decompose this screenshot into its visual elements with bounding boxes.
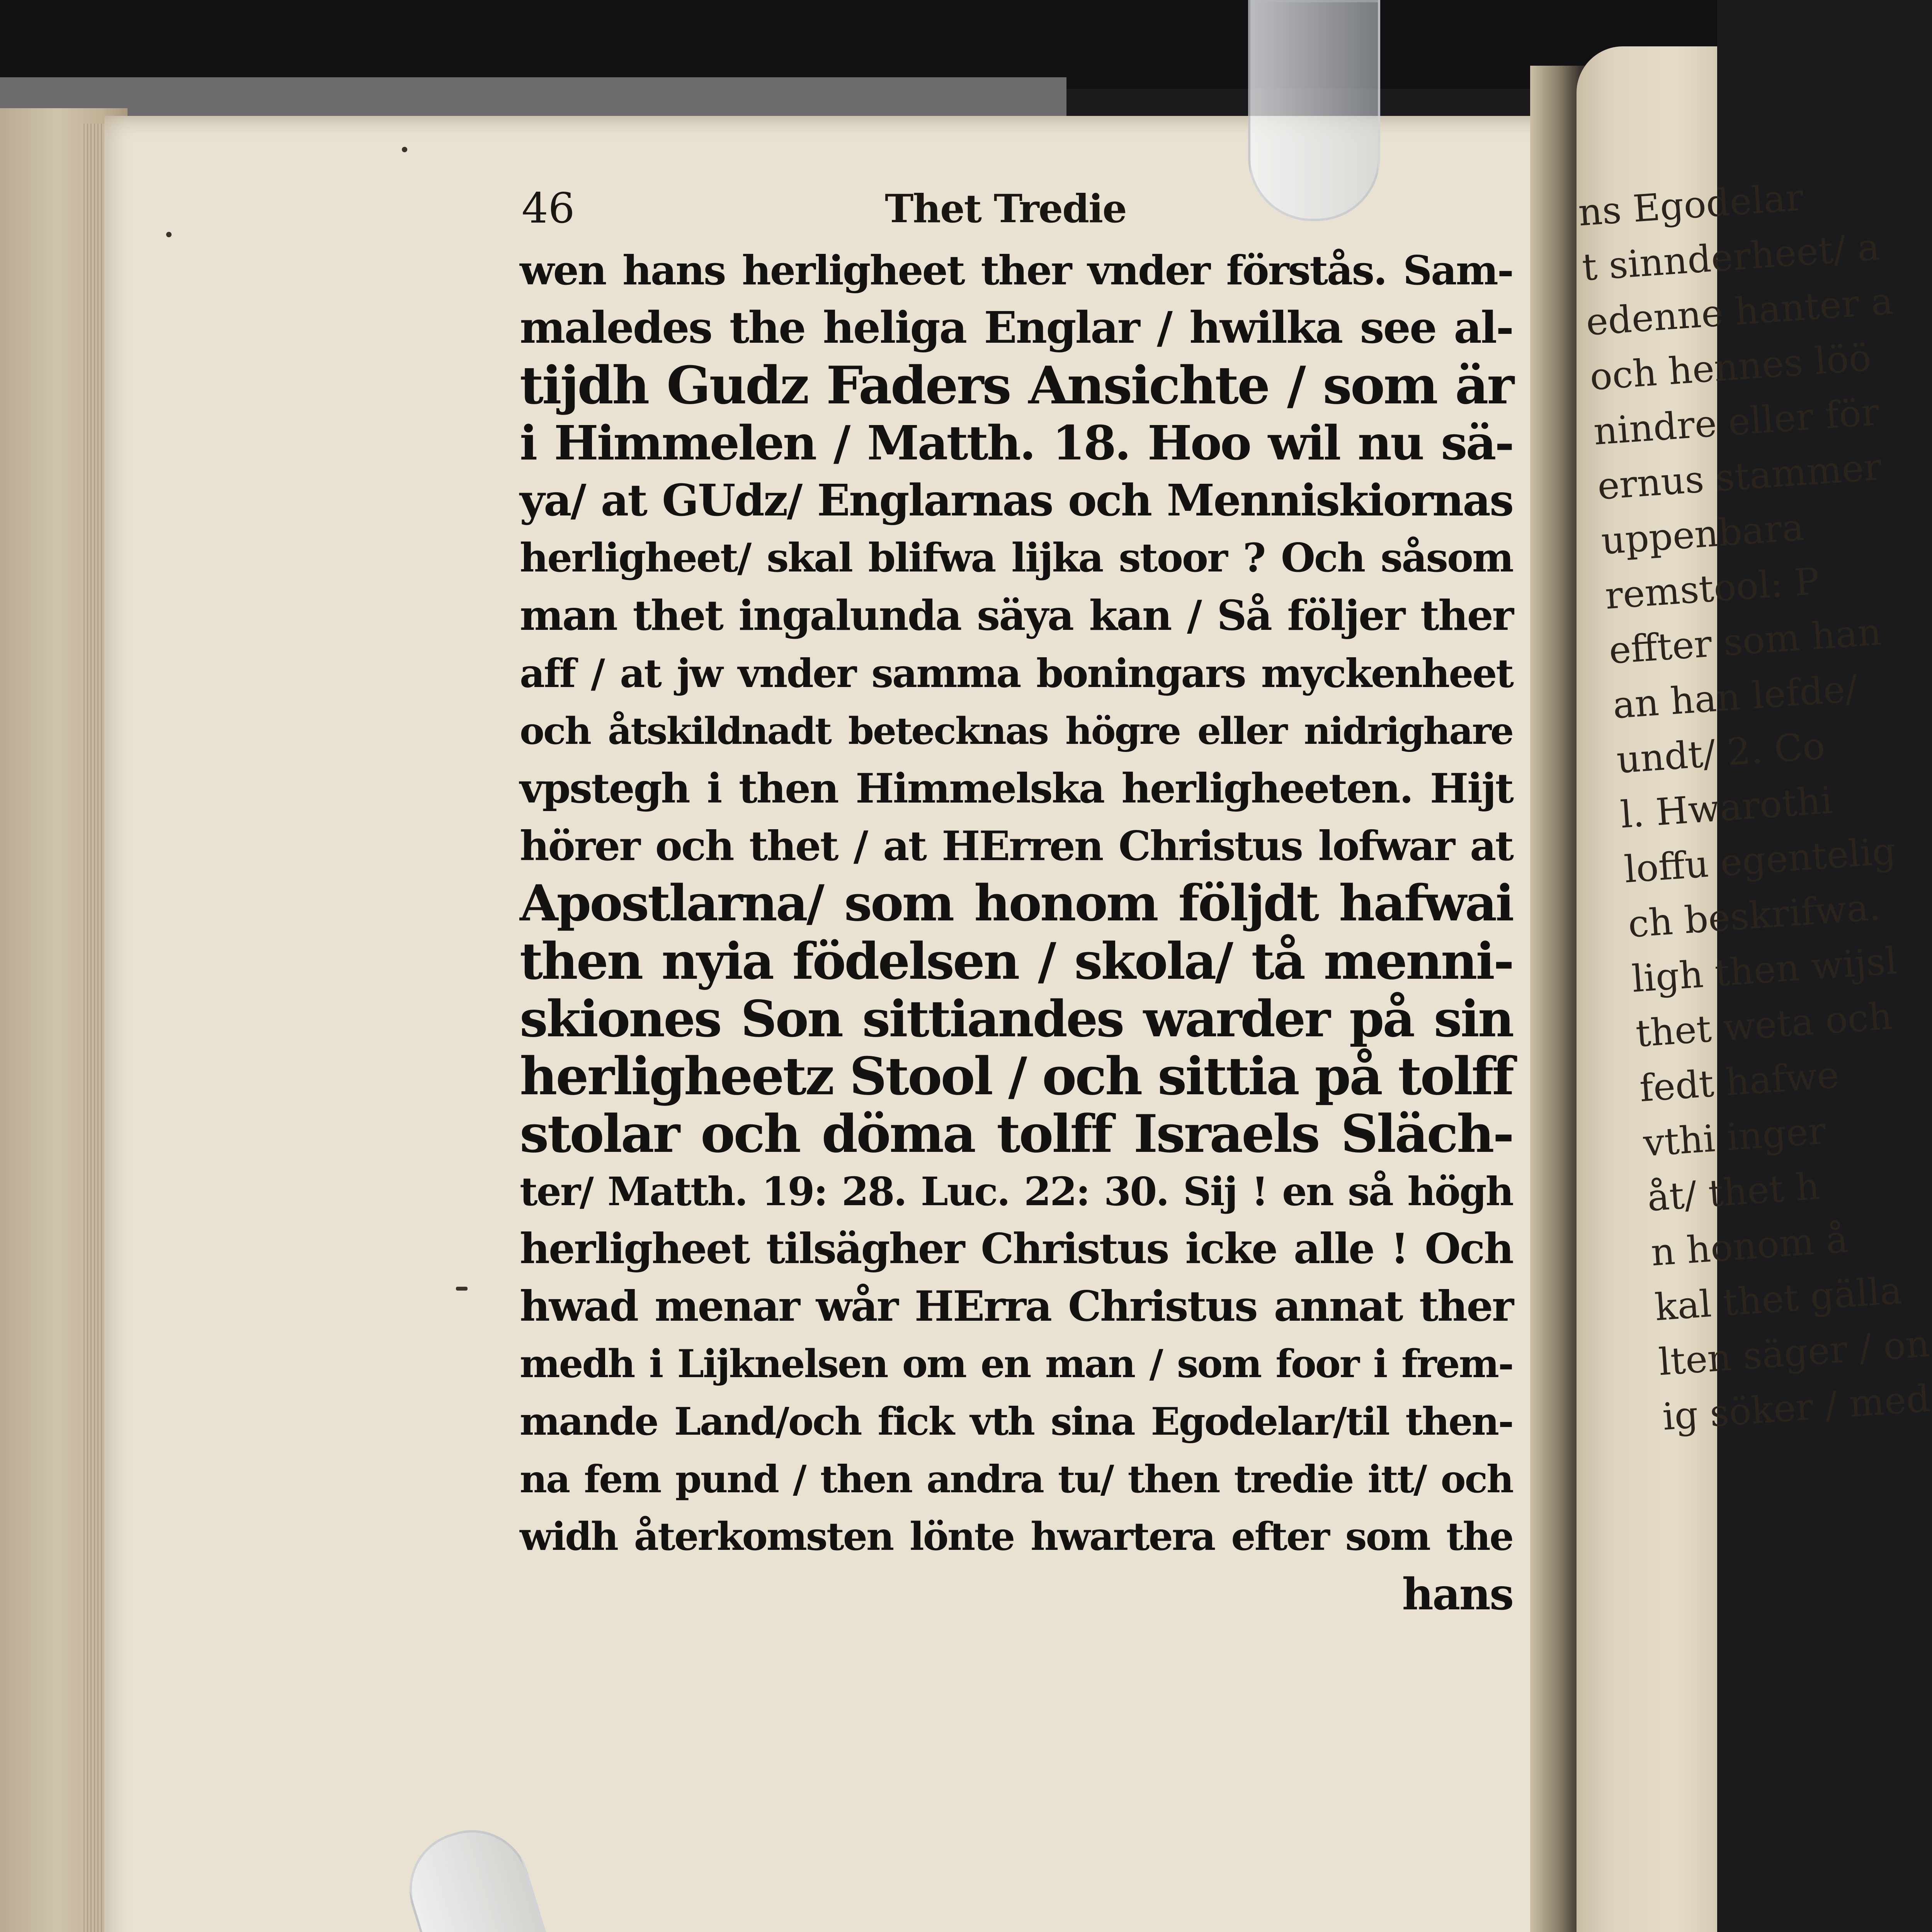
- facing-line: thet weta och: [1634, 994, 1894, 1056]
- facing-line: n honom å: [1650, 1217, 1850, 1275]
- dark-backdrop: [0, 0, 1717, 89]
- facing-line: undt/ 2. Co: [1615, 724, 1827, 782]
- text-line: i Himmelen / Matth. 18. Hoo wil nu sä-: [520, 415, 1513, 471]
- facing-line: ns Egodelar: [1577, 175, 1805, 235]
- text-line: maledes the heliga Englar / hwilka see al-: [520, 303, 1513, 353]
- text-line: aff / at jw vnder samma boningars myckenheet: [520, 650, 1513, 696]
- ink-speck: [456, 1287, 468, 1291]
- facing-line: remstool: P: [1604, 559, 1821, 618]
- facing-line: ligh then wijsl: [1630, 939, 1899, 1001]
- facing-line: ernus stammer: [1596, 445, 1883, 508]
- text-line: man thet ingalunda säya kan / Så följer ther: [520, 592, 1513, 640]
- facing-line: an han lefde/: [1611, 667, 1859, 727]
- text-line: herligheet tilsägher Christus icke alle ! Och: [520, 1225, 1513, 1273]
- ink-speck: [166, 232, 172, 237]
- facing-line: l. Hwarothi: [1619, 778, 1834, 837]
- facing-page: [1577, 46, 1932, 1932]
- text-line: herligheet/ skal blifwa lijka stoor ? Och såsom: [520, 535, 1513, 581]
- facing-line: åt/ thet h: [1646, 1164, 1821, 1220]
- facing-page-text: [1577, 173, 1932, 1444]
- text-line: then nyia födelsen / skola/ tå menni-: [520, 932, 1513, 991]
- facing-line: nindre eller för: [1592, 390, 1881, 454]
- facing-line: t sinnderheet/ a: [1580, 225, 1881, 289]
- facing-line: lten säger / on: [1657, 1321, 1931, 1384]
- text-line: ter/ Matth. 19: 28. Luc. 22: 30. Sij ! en så högh: [520, 1168, 1513, 1214]
- text-line: och åtskildnadt betecknas högre eller nidrighare: [520, 709, 1513, 753]
- text-line: na fem pund / then andra tu/ then tredie itt/ och: [520, 1457, 1513, 1502]
- body-text: [520, 242, 1513, 1623]
- text-line: wen hans herligheet ther vnder förstås. Sam-: [520, 247, 1513, 294]
- text-line: herligheetz Stool / och sittia på tolff: [520, 1046, 1513, 1107]
- facing-line: ch beskrifwa.: [1626, 885, 1882, 946]
- running-head: Thet Tredie: [885, 186, 1126, 231]
- facing-line: kal thet gälla: [1653, 1269, 1903, 1329]
- text-line: stolar och döma tolff Israels Släch-: [520, 1103, 1513, 1164]
- facing-line: fedt hafwe: [1638, 1053, 1840, 1111]
- text-line: skiones Son sittiandes warder på sin: [520, 989, 1513, 1048]
- facing-line: edenne hanter a: [1584, 279, 1895, 344]
- facing-line: och hennes löö: [1588, 336, 1872, 399]
- page-holder-clip-top: [1248, 0, 1380, 221]
- facing-line: loffu egentelig: [1622, 829, 1898, 891]
- page-number: 46: [522, 184, 575, 233]
- text-line: hörer och thet / at HErren Christus lofwar at: [520, 822, 1513, 870]
- text-line: tijdh Gudz Faders Ansichte / som är: [520, 355, 1513, 416]
- text-line: mande Land/och fick vth sina Egodelar/til then-: [520, 1399, 1513, 1444]
- facing-line: effter som han: [1607, 610, 1883, 672]
- text-line: hwad menar wår HErra Christus annat ther: [520, 1282, 1513, 1331]
- text-line: ya/ at GUdz/ Englarnas och Menniskiornas: [520, 475, 1513, 526]
- text-line: medh i Lijknelsen om en man / som foor i frem-: [520, 1342, 1513, 1386]
- ink-speck: [402, 147, 407, 152]
- text-line: widh återkomsten lönte hwartera efter som the: [520, 1514, 1513, 1559]
- text-line: Apostlarna/ som honom följdt hafwai: [520, 874, 1513, 932]
- facing-line: vthi inger: [1642, 1109, 1827, 1165]
- facing-line: uppenbara: [1600, 505, 1806, 563]
- text-line: vpstegh i then Himmelska herligheeten. Hijt: [520, 764, 1513, 812]
- facing-line: ig söker / med: [1661, 1376, 1932, 1439]
- catchword: hans: [1402, 1569, 1513, 1620]
